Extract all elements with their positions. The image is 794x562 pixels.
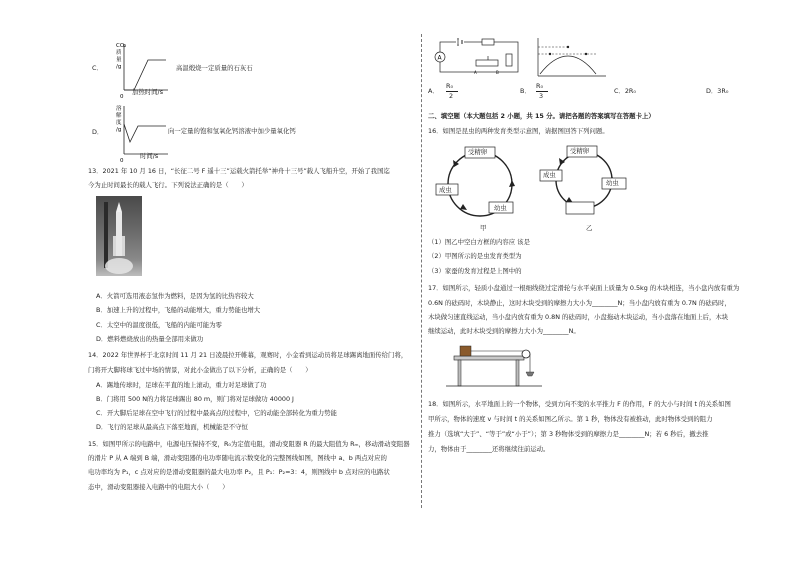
- rocket-photo: [96, 196, 142, 276]
- svg-text:解: 解: [116, 113, 122, 119]
- option-c-desc: 高温煅烧一定质量的石灰石: [176, 64, 253, 72]
- graph-d-xlabel: 时间/s: [140, 152, 159, 160]
- power-current-graph: [530, 36, 610, 82]
- q13-stem-line1: 13．2021 年 10 月 16 日，“长征二号 F 遥十三”运载火箭托举“神舟十三号”载人飞船升空，开始了我国迄: [88, 167, 390, 175]
- q13-option-d: D．燃料燃烧放出的热量全部用来做功: [96, 335, 204, 343]
- q14-stem-line2: 门将开大脚将球飞过中场的情景，对此小金做出了以下分析，正确的是（ ）: [88, 366, 312, 374]
- q16-sub2: （2）甲图所示的是虫发育类型为: [428, 252, 522, 260]
- q17-stem-line2: 0.6N 的砝码时，木块静止，这时木块受到的摩擦力大小为________N；当小盘内放有重为 0.7N 的砝码时，: [428, 299, 731, 307]
- q15-stem-line2: 的滑片 P 从 A 端到 B 端，滑动变阻器的电功率随电流示数变化的完整图线如图，图线中 a、b 两点对应的: [88, 454, 387, 462]
- diag-a-top-label: 受精卵: [468, 148, 488, 156]
- section-two-heading: 二、填空题（本大题包括 2 小题，共 15 分。请把各题的答案填写在答题卡上）: [428, 112, 655, 120]
- q13-stem-line2: 今为止时间最长的载人飞行。下列说法正确的是（ ）: [88, 181, 248, 189]
- svg-text:B: B: [496, 70, 499, 75]
- q16-stem: 16．如图是昆虫的两种发育类型示意图，请据图回答下列问题。: [428, 127, 609, 135]
- diag-b-caption: 乙: [586, 224, 593, 232]
- diag-b-top-label: 受精卵: [570, 147, 590, 155]
- diag-a-caption: 甲: [480, 224, 487, 232]
- q13-option-c: C．太空中的温度很低，飞船的内能可能为零: [96, 321, 222, 329]
- q15-option-d: D．3R₀: [706, 87, 729, 95]
- q18-stem-line2: 甲所示，物体的速度 v 与时间 t 的关系如图乙所示。第 1 秒，物体没有被推动，此时物体受到的阻力: [428, 415, 713, 423]
- diag-a-left-label: 成虫: [439, 186, 452, 194]
- q15-option-a-letter: A．: [428, 87, 439, 95]
- svg-text:量: 量: [116, 57, 122, 63]
- pulley-table-diagram: [446, 342, 542, 388]
- q18-stem-line3: 推力（选填“大于”、“等于”或“小于”）；第 3 秒物体受到的摩擦力是________N；若 6 秒后，撤去推: [428, 430, 709, 438]
- q16-sub1: （1）图乙中空白方框的内容应 该是: [428, 238, 530, 246]
- q15-option-a-den: 2: [449, 92, 454, 100]
- q14-option-c: C．开大脚后足球在空中飞行的过程中最高点的过程中，它的动能全部转化为重力势能: [96, 409, 337, 417]
- diag-a-right-label: 幼虫: [494, 204, 507, 212]
- svg-text:A: A: [474, 70, 477, 75]
- q16-sub3: （3）家蚕的发育过程是上图中的: [428, 267, 522, 275]
- diag-b-right-label: 幼虫: [606, 179, 619, 187]
- svg-text:溶: 溶: [116, 106, 122, 112]
- q14-option-b: B．门将用 500 N的力将足球踢出 80 m，则门将对足球做功 40000 J: [96, 395, 294, 403]
- q15-option-b-num: R₀: [536, 82, 544, 90]
- svg-text:0: 0: [120, 94, 124, 100]
- option-c-letter: C．: [92, 64, 103, 72]
- q15-option-a-num: R₀: [446, 82, 454, 90]
- diag-b-left-label: 成虫: [543, 171, 556, 179]
- svg-text:度: 度: [116, 120, 122, 126]
- q18-stem-line1: 18．如图所示，水平地面上的一个物体，受到方向不变的水平推力 F 的作用，F 的大小与时间 t 的关系如图: [428, 400, 731, 408]
- q15-stem-line3: 电功率均为 P₁，c 点对应的是滑动变阻器的最大电功率 P₂，且 P₁：P₂=3：4，则图线中 b 点对应的电路状: [88, 468, 390, 476]
- q17-stem-line3: 木块做匀速直线运动，当小盘内放有重为 0.8N 的砝码时，小盘拖动木块运动，当小盘落在地面上后，木块: [428, 313, 729, 321]
- svg-text:0: 0: [120, 158, 124, 164]
- q17-stem-line4: 继续运动，此时木块受到的摩擦力大小为________N。: [428, 327, 580, 335]
- q15-option-b-letter: B．: [520, 87, 531, 95]
- q13-option-b: B．加速上升的过程中，飞船的动能增大，重力势能也增大: [96, 306, 261, 314]
- svg-text:/g: /g: [116, 64, 122, 70]
- q18-stem-line4: 力，物体由于________还将继续往前运动。: [428, 445, 550, 453]
- graph-c-ylabel: CO₂: [116, 43, 127, 49]
- column-divider: [421, 34, 422, 508]
- q14-stem-line1: 14．2022 年世界杯于北京时间 11 月 21 日凌晨拉开帷幕，观赛时，小金看到运动员将足球踢离地面传给门将，: [88, 351, 408, 359]
- option-d-desc: 向一定量的饱和氢氧化钙溶液中加少量氧化钙: [168, 127, 296, 135]
- q15-option-c: C．2R₀: [614, 87, 636, 95]
- svg-text:质: 质: [116, 50, 122, 56]
- q13-option-a: A．火箭可选用液态氢作为燃料，是因为氢的比热容较大: [96, 292, 254, 300]
- svg-text:/g: /g: [116, 127, 122, 133]
- q17-stem-line1: 17．如图所示，轻质小盘通过一根细线绕过定滑轮与水平桌面上质量为 0.5kg 的木块相连，当小盘内放有重为: [428, 284, 740, 292]
- svg-text:A: A: [437, 54, 442, 62]
- q15-stem-line4: 态中，滑动变阻器接入电路中的电阻大小（ ）: [88, 483, 229, 491]
- q15-option-b-den: 3: [539, 92, 544, 100]
- q15-stem-line1: 15．如图甲所示的电路中，电源电压保持不变，R₀为定值电阻，滑动变阻器 R 的最大阻值为 Rₘ，移动滑动变阻器: [88, 440, 410, 448]
- q14-option-d: D．飞行的足球从最高点下落至地面，机械能是不守恒: [96, 423, 248, 431]
- circuit-diagram: [432, 36, 524, 80]
- graph-c-xlabel: 加热时间/s: [132, 88, 164, 96]
- q14-option-a: A．踢地传球时，足球在平直的地上滚动，重力对足球做了功: [96, 381, 267, 389]
- option-d-letter: D．: [92, 128, 104, 136]
